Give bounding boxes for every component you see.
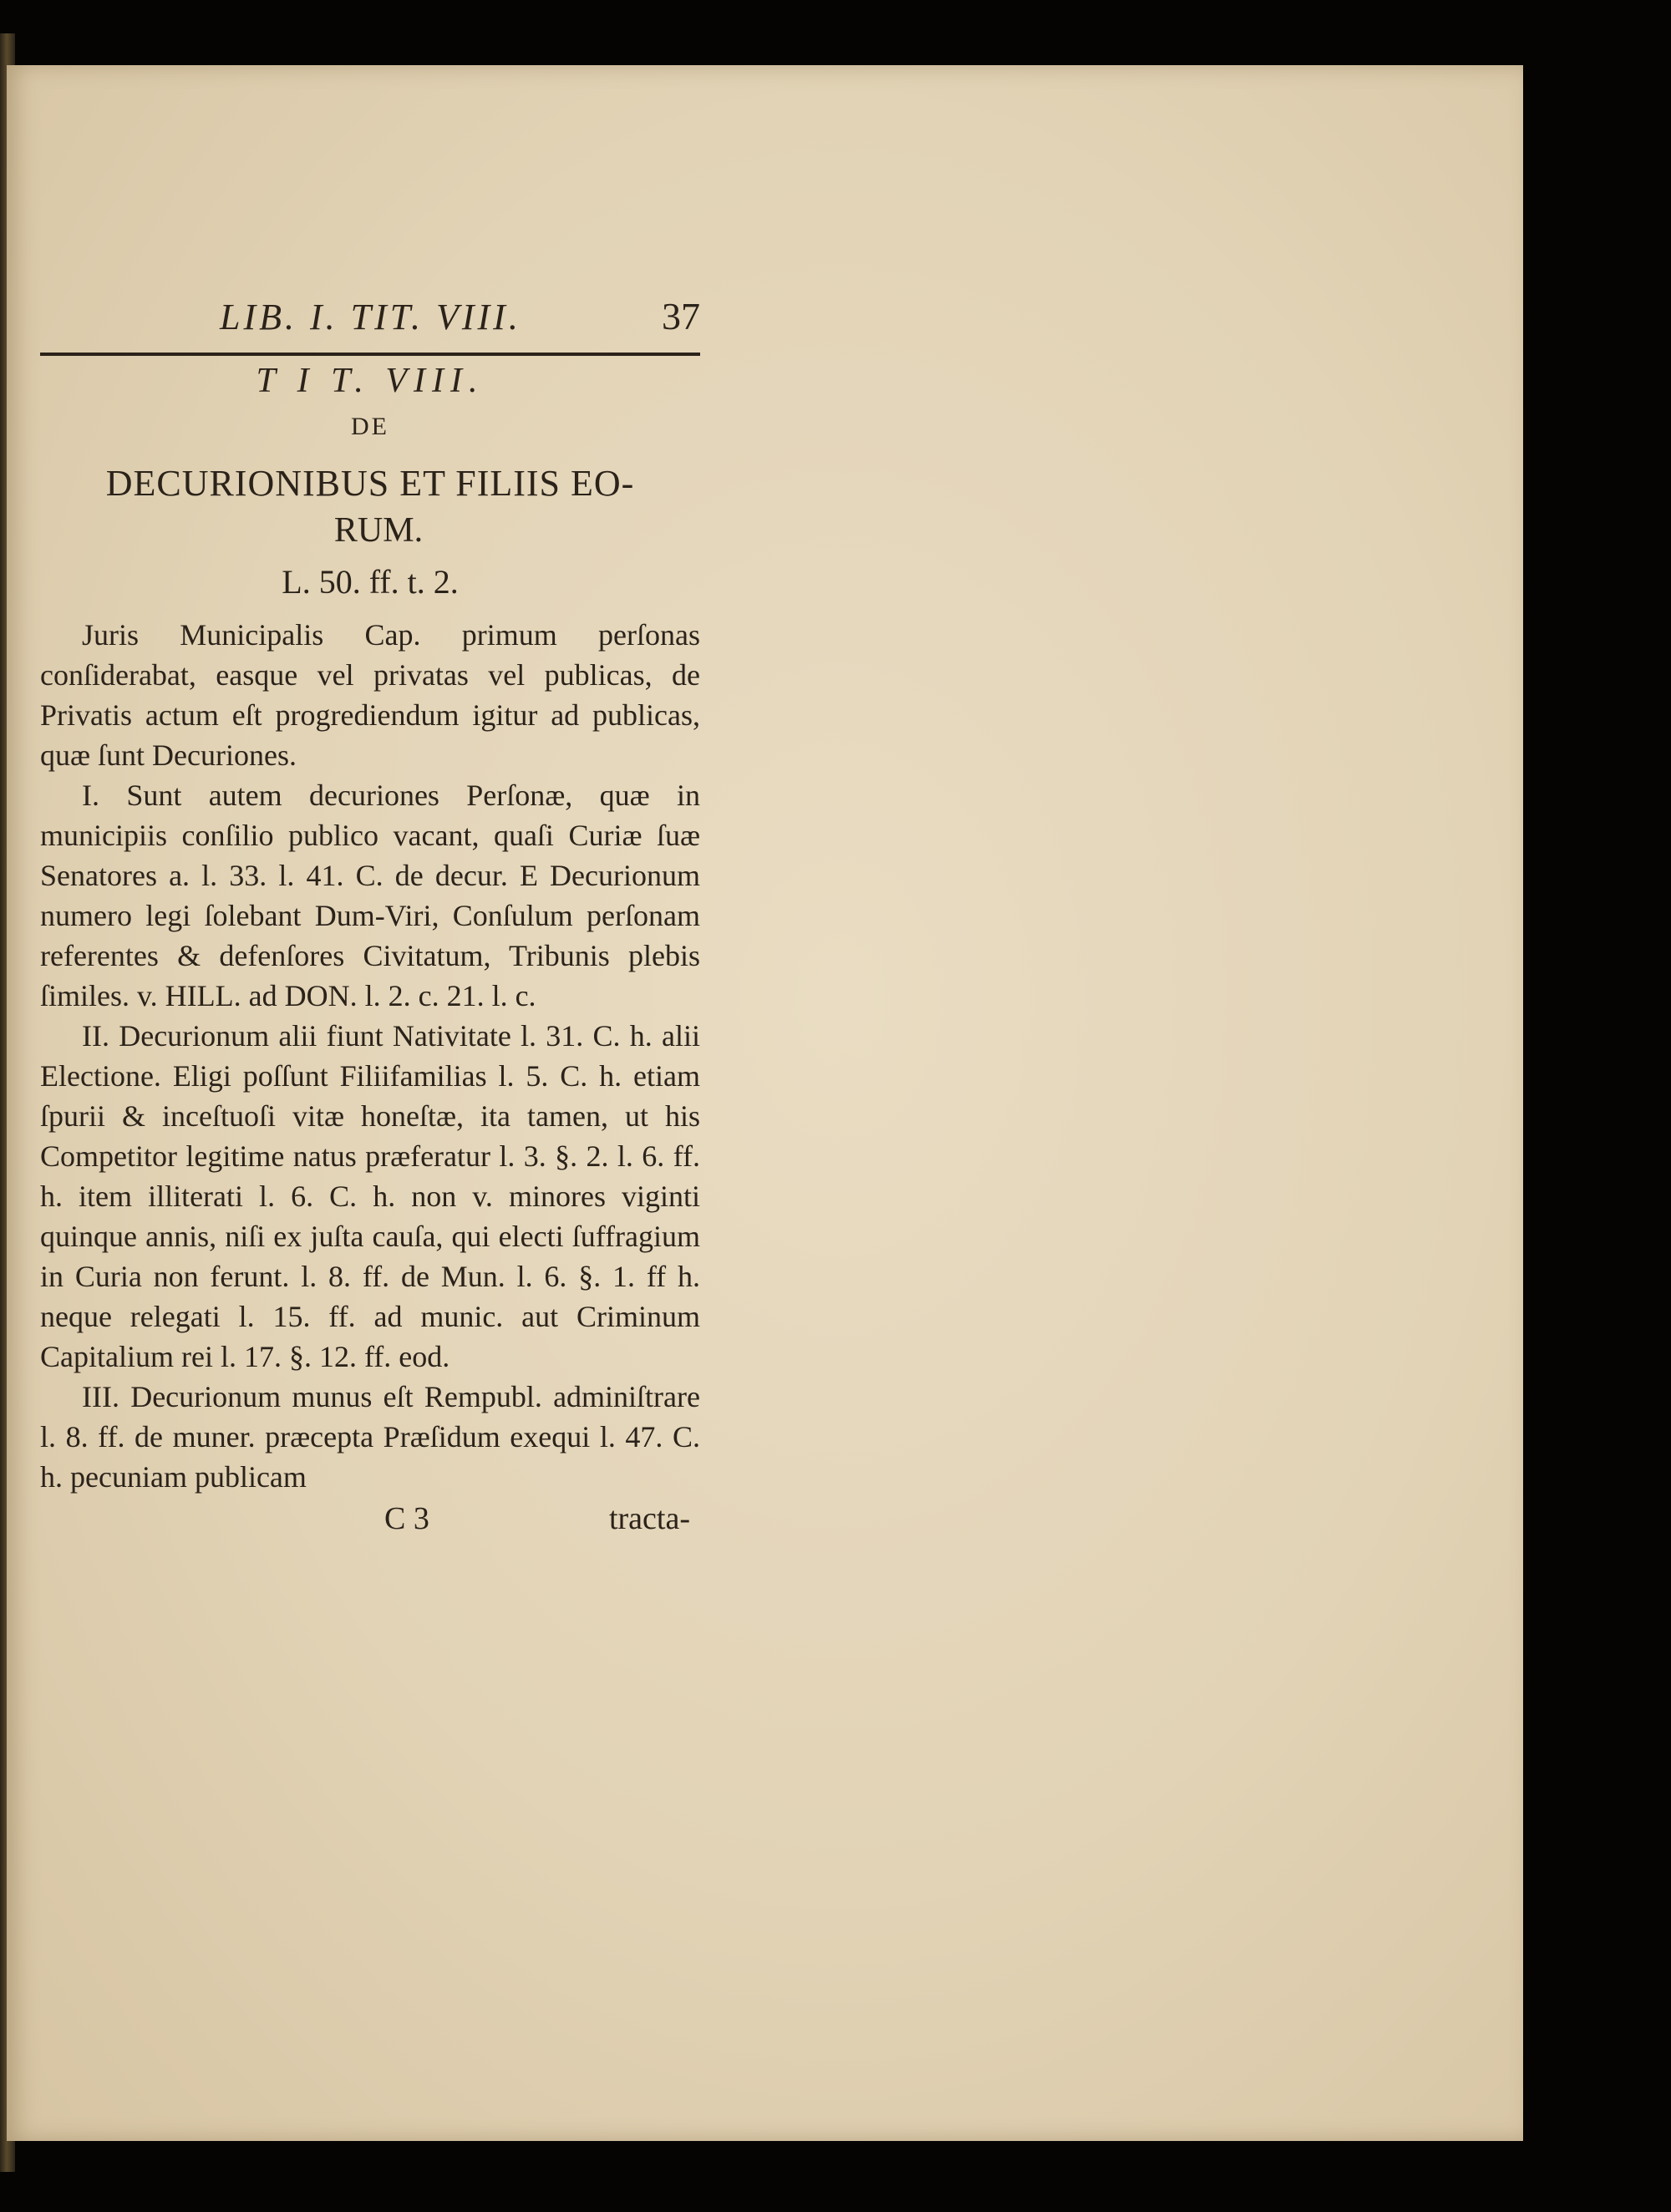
paragraph-intro: Juris Municipalis Cap. primum perſonas conſiderabat, easque vel privatas vel publicas, de Privatis actum eſt progrediendum igitur ad publicas, quæ ſunt Decuriones. xyxy=(40,618,700,772)
page-number: 37 xyxy=(662,295,700,337)
header-rule xyxy=(40,353,700,356)
signature-mark: C 3 xyxy=(384,1501,429,1536)
paragraph-2: II. Decurionum alii fiunt Nativitate l. 31. C. h. alii Electione. Eligi poſſunt Filiifamilias l. 5. C. h. etiam ſpurii & inceſtuoſi vitæ honeſtæ, ita tamen, ut his Competitor legitime natus præferatur l. 3. §. 2. l. 6. ff. h. item illiterati l. 6. C. h. non v. minores viginti quinque annis, niſi ex juſta cauſa, qui electi ſuffragium in Curia non ferunt. l. 8. ff. de Mun. l. 6. §. 1. ff h. neque relegati l. 15. ff. ad munic. aut Criminum Capitalium rei l. 17. §. 12. ff. eod. xyxy=(40,1019,700,1373)
running-head xyxy=(40,291,700,349)
title-reference: L. 50. ff. t. 2. xyxy=(282,563,459,601)
title-block xyxy=(40,361,700,608)
book-page xyxy=(7,65,1523,2141)
catchword: tracta- xyxy=(608,1501,690,1536)
text-block xyxy=(40,291,700,1540)
page-footer xyxy=(40,1497,700,1540)
title-heading-line-2: RUM. xyxy=(333,511,424,550)
title-number: T I T. VIII. xyxy=(256,362,485,400)
paragraph-1: I. Sunt autem decuriones Perſonæ, quæ in municipiis conſilio publico vacant, quaſi Curiæ ſuæ Senatores a. l. 33. l. 41. C. de decur. E Decurionum numero legi ſolebant Dum-Viri, Conſulum perſonam referentes & defenſores Civitatum, Tribunis plebis ſimiles. v. HILL. ad DON. l. 2. c. 21. l. c. xyxy=(40,779,700,1012)
title-heading-line-1: DECURIONIBUS ET FILIIS EO- xyxy=(105,463,635,504)
running-head-title: LIB. I. TIT. VIII. xyxy=(220,297,521,337)
paragraph-3: III. Decurionum munus eſt Rempubl. adminiſtrare l. 8. ff. de muner. præcepta Præſidum exequi l. 47. C. h. pecuniam publicam xyxy=(40,1380,700,1494)
title-preposition: DE xyxy=(351,413,389,440)
